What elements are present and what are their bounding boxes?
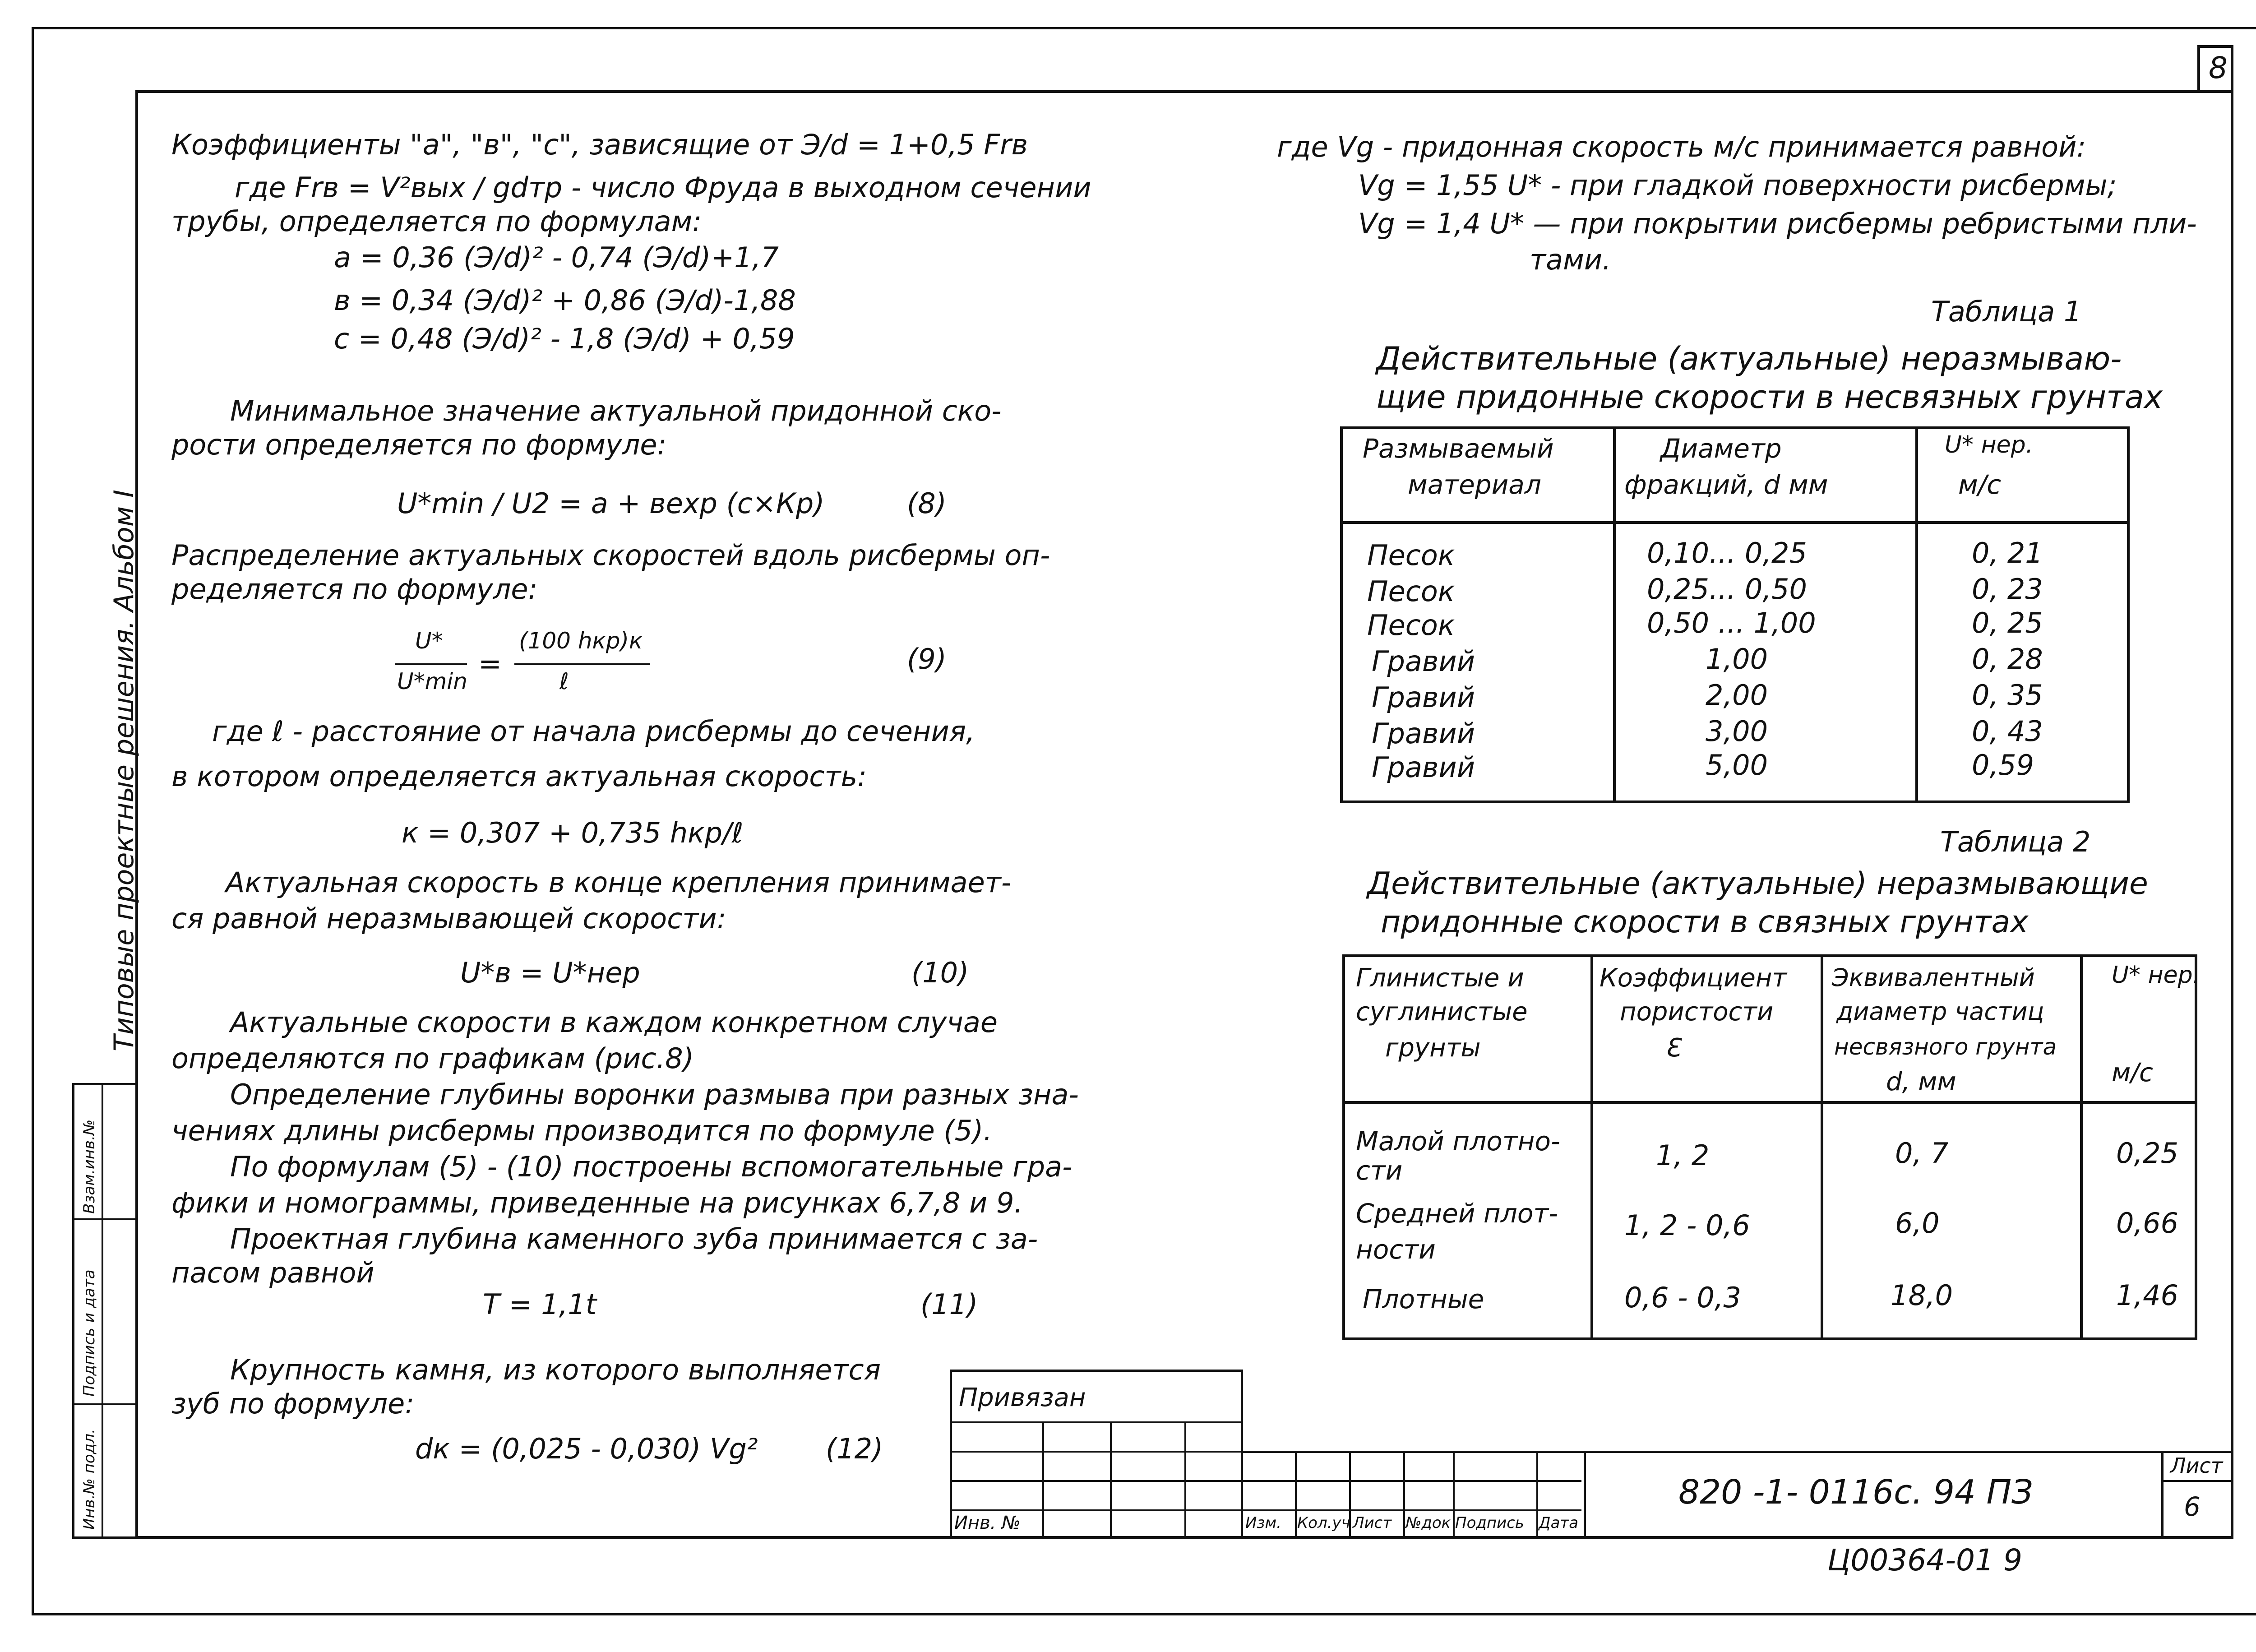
formula-number: (12) <box>826 1432 883 1465</box>
table1-cell: Песок <box>1367 609 1455 642</box>
text-line: в котором определяется актуальная скорость: <box>171 760 867 793</box>
table1-header: м/с <box>1958 469 2002 500</box>
table2-cell: 18,0 <box>1891 1279 1953 1312</box>
revision-col-label: Кол.уч <box>1297 1514 1350 1532</box>
privyazan-col-line <box>1042 1421 1044 1539</box>
text-line: где ℓ - расстояние от начала рисбермы до сечения, <box>212 715 975 748</box>
formula-number: (8) <box>907 487 947 520</box>
text-line: Vg = 1,55 U* - при гладкой поверхности рисбермы; <box>1358 169 2117 202</box>
table2-cell: 0,66 <box>2116 1207 2179 1240</box>
text-line: Крупность камня, из которого выполняется <box>230 1353 881 1386</box>
table2-title: Действительные (актуальные) неразмывающие <box>1367 866 2148 902</box>
side-stamp-label: Подпись и дата <box>80 1269 98 1397</box>
text-line: чениях длины рисбермы производится по формуле (5). <box>171 1114 993 1147</box>
table1-header: Размываемый <box>1363 433 1554 464</box>
table1-cell: 0, 43 <box>1972 715 2043 748</box>
privyazan-label: Привязан <box>959 1383 1086 1412</box>
revision-col-line <box>1584 1451 1586 1539</box>
table1-cell: 0, 25 <box>1972 606 2043 639</box>
formula-12: dк = (0,025 - 0,030) Vg² <box>415 1432 758 1465</box>
table1-cell: 0, 23 <box>1972 573 2043 606</box>
table1-col-divider <box>1915 426 1918 803</box>
privyazan-col-line <box>1184 1421 1186 1539</box>
text-line: Определение глубины воронки размыва при разных зна- <box>230 1078 1079 1111</box>
table2-cell: 6,0 <box>1895 1207 1940 1240</box>
side-stamp-label: Взам.инв.№ <box>80 1119 98 1214</box>
table2-header: грунты <box>1385 1033 1481 1063</box>
sheet-cell-line <box>2161 1451 2164 1539</box>
sheet-number: 6 <box>2184 1491 2201 1522</box>
table1-cell: 5,00 <box>1706 749 1768 782</box>
table1-cell: 2,00 <box>1706 679 1768 712</box>
table1-cell: 1,00 <box>1706 643 1768 676</box>
privyazan-row-line <box>950 1421 1243 1423</box>
table2-col-divider <box>2080 954 2083 1340</box>
text-line: Vg = 1,4 U* — при покрытии рисбермы ребристыми пли- <box>1358 207 2197 240</box>
table2-cell: 0,25 <box>2116 1137 2179 1170</box>
table2-cell: сти <box>1356 1155 1403 1186</box>
revision-col-line <box>1536 1451 1538 1539</box>
sheet-cell-line <box>2161 1480 2233 1482</box>
side-stamp-label: Инв.№ подл. <box>80 1429 98 1530</box>
text-line: пасом равной <box>171 1256 374 1289</box>
revision-col-line <box>1453 1451 1455 1539</box>
text-line: Актуальная скорость в конце крепления принимает- <box>226 866 1012 899</box>
table1-cell: Песок <box>1367 575 1455 608</box>
fraction-numerator: U* <box>415 628 443 654</box>
revision-col-label: №док <box>1405 1514 1451 1532</box>
table1-title: Действительные (актуальные) неразмываю- <box>1376 340 2122 377</box>
table1-header: фракций, d мм <box>1624 469 1828 500</box>
side-stamp-divider <box>72 1218 138 1220</box>
table1-header: Диаметр <box>1660 433 1782 464</box>
table2-cell: 1, 2 <box>1656 1139 1710 1172</box>
text-line: рости определяется по формуле: <box>171 428 667 461</box>
formula-c: с = 0,48 (Э/d)² - 1,8 (Э/d) + 0,59 <box>334 322 795 355</box>
table1-cell: Гравий <box>1372 645 1475 678</box>
revision-col-line <box>1295 1451 1297 1539</box>
table2-header: пористости <box>1620 997 1774 1027</box>
formula-number: (10) <box>911 956 969 989</box>
revision-col-label: Дата <box>1539 1514 1579 1532</box>
table2-header: несвязного грунта <box>1834 1034 2057 1060</box>
table1-cell: Гравий <box>1372 717 1475 750</box>
side-stamp-divider <box>102 1083 103 1539</box>
text-line: где Frв = V²вых / gdтр - число Фруда в выходном сечении <box>235 171 1091 204</box>
text-line: определяются по графикам (рис.8) <box>171 1042 694 1075</box>
fraction-numerator: (100 hкр)к <box>519 628 643 654</box>
table2-cell: 1, 2 - 0,6 <box>1624 1209 1750 1242</box>
formula-k: к = 0,307 + 0,735 hкр/ℓ <box>402 816 744 849</box>
table2-cell: 1,46 <box>2116 1279 2179 1312</box>
revision-col-label: Изм. <box>1245 1514 1281 1532</box>
formula-a: а = 0,36 (Э/d)² - 0,74 (Э/d)+1,7 <box>334 241 779 274</box>
text-line: Распределение актуальных скоростей вдоль рисбермы оп- <box>171 539 1050 572</box>
corner-sheet-number: 8 <box>2209 51 2228 85</box>
table2-header: d, мм <box>1886 1067 1956 1097</box>
archive-code: Ц00364-01 9 <box>1827 1543 2022 1578</box>
table2-cell: 0, 7 <box>1895 1137 1949 1170</box>
table2-header: Глинистые и <box>1356 963 1524 993</box>
text-line: ся равной неразмывающей скорости: <box>171 902 726 935</box>
privyazan-row-line <box>950 1451 1243 1453</box>
table2-title: придонные скорости в связных грунтах <box>1381 904 2029 940</box>
table1-cell: 0,50 ... 1,00 <box>1647 606 1816 639</box>
fraction-denominator: ℓ <box>559 668 569 694</box>
privyazan-col-line <box>1110 1421 1112 1539</box>
table2-cell: Малой плотно- <box>1356 1126 1560 1157</box>
text-line: трубы, определяется по формулам: <box>171 205 702 238</box>
table2-cell: Средней плот- <box>1356 1198 1558 1229</box>
revision-col-label: Подпись <box>1455 1514 1524 1532</box>
table1-header: материал <box>1408 469 1541 500</box>
text-line: тами. <box>1530 243 1611 276</box>
table1-label: Таблица 1 <box>1931 295 2082 328</box>
table2-header: Коэффициент <box>1600 963 1787 993</box>
table1-cell: 0, 21 <box>1972 537 2043 569</box>
text-line: зуб по формуле: <box>171 1387 415 1420</box>
vertical-album-title: Типовые проектные решения. Альбом I <box>108 490 140 1051</box>
table1-header-divider <box>1340 521 2130 524</box>
table1-title: щие придонные скорости в несвязных грунтах <box>1376 379 2163 416</box>
table1-cell: 0,59 <box>1972 749 2034 782</box>
table2-cell: 0,6 - 0,3 <box>1624 1281 1741 1314</box>
table2-col-divider <box>1821 954 1823 1340</box>
table2-label: Таблица 2 <box>1940 825 2091 858</box>
formula-number: (11) <box>920 1288 978 1321</box>
table1-cell: 3,00 <box>1706 715 1768 748</box>
text-line: Минимальное значение актуальной придонной ско- <box>230 394 1002 427</box>
text-line: Актуальные скорости в каждом конкретном случае <box>230 1006 998 1039</box>
table2-col-divider <box>1590 954 1593 1340</box>
formula-b: в = 0,34 (Э/d)² + 0,86 (Э/d)-1,88 <box>334 284 796 317</box>
stamp-top-line <box>1243 1451 2233 1453</box>
fraction-bar <box>395 663 467 665</box>
table2-header: м/с <box>2112 1058 2153 1087</box>
fraction-bar <box>514 663 650 665</box>
formula-number: (9) <box>907 643 947 676</box>
text-line: По формулам (5) - (10) построены вспомогательные гра- <box>230 1150 1073 1183</box>
document-designation: 820 -1- 0116с. 94 ПЗ <box>1678 1473 2033 1512</box>
formula-10: U*в = U*нер <box>460 956 640 989</box>
sheet-label: Лист <box>2170 1453 2223 1478</box>
inv-number-label: Инв. № <box>954 1513 1021 1533</box>
fraction-denominator: U*min <box>397 668 467 694</box>
text-line: Коэффициенты "а", "в", "с", зависящие от Э/d = 1+0,5 Frв <box>171 128 1028 161</box>
text-line: Проектная глубина каменного зуба принимается с за- <box>230 1222 1038 1255</box>
table2-header-divider <box>1342 1101 2197 1104</box>
text-line: фики и номограммы, приведенные на рисунках 6,7,8 и 9. <box>171 1186 1023 1219</box>
table1-cell: 0, 35 <box>1972 679 2043 712</box>
privyazan-row-line <box>950 1509 1243 1511</box>
table1-cell: Песок <box>1367 539 1455 572</box>
table1-cell: Гравий <box>1372 751 1475 784</box>
side-stamp-divider <box>72 1403 138 1405</box>
revision-col-line <box>1403 1451 1405 1539</box>
table2-header: суглинистые <box>1356 997 1528 1027</box>
revision-row-line <box>1243 1480 1581 1482</box>
table2-header: Эквивалентный <box>1832 963 2035 992</box>
formula-11: T = 1,1t <box>483 1288 597 1321</box>
table2-header: диаметр частиц <box>1836 997 2044 1026</box>
table2-header: U* нер. <box>2112 962 2201 989</box>
table1-cell: Гравий <box>1372 681 1475 714</box>
formula-8: U*min / U2 = а + вexp (с×Кр) <box>397 487 825 520</box>
table1-cell: 0,25... 0,50 <box>1647 573 1807 606</box>
revision-row-line <box>1243 1509 1581 1511</box>
equals-sign: = <box>478 647 502 680</box>
revision-col-label: Лист <box>1353 1514 1392 1532</box>
text-line: ределяется по формуле: <box>171 573 538 606</box>
table1-header: U* нер. <box>1945 431 2034 458</box>
table1-col-divider <box>1613 426 1616 803</box>
privyazan-row-line <box>950 1480 1243 1482</box>
table1-cell: 0, 28 <box>1972 643 2043 676</box>
table2-header: Ɛ <box>1665 1033 1681 1063</box>
text-line: где Vg - придонная скорость м/с принимается равной: <box>1277 130 2086 163</box>
table2-cell: Плотные <box>1363 1284 1484 1314</box>
table2-cell: ности <box>1356 1234 1436 1265</box>
table1-cell: 0,10... 0,25 <box>1647 537 1807 569</box>
